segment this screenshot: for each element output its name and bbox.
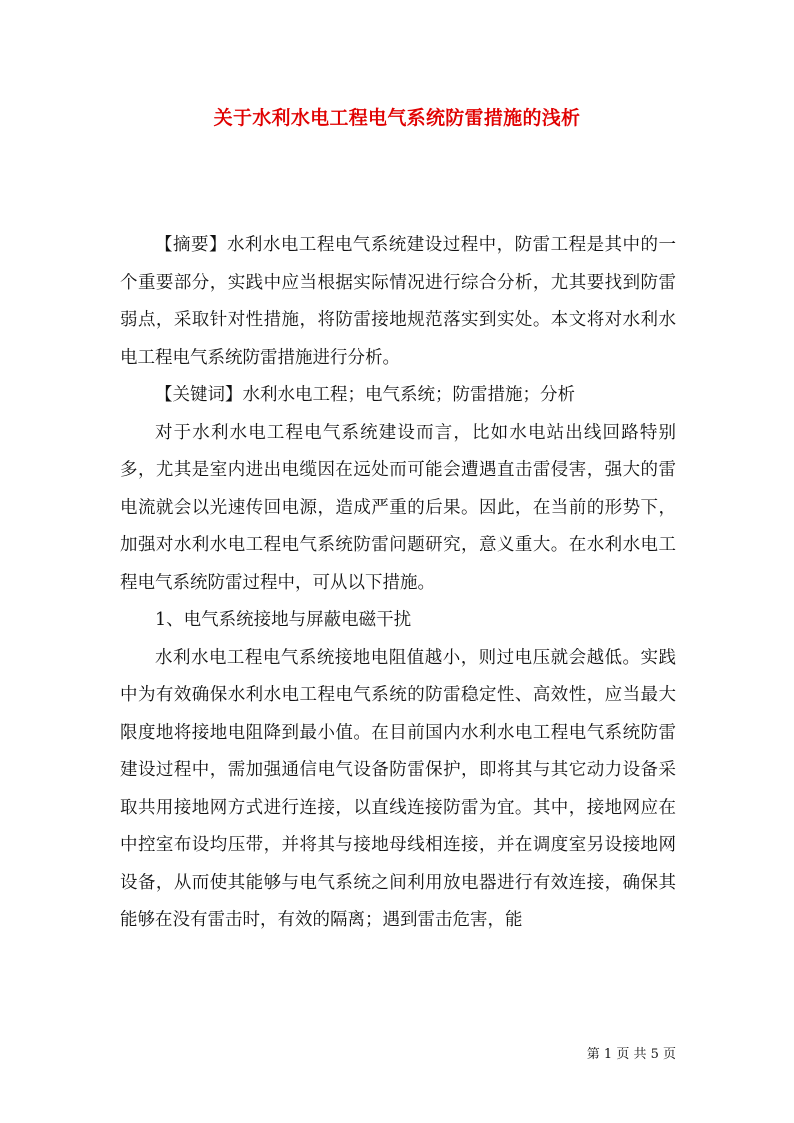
document-body [120, 227, 676, 940]
page-number-footer: 第 1 页 共 5 页 [586, 1047, 676, 1062]
section-heading: 1、电气系统接地与屏蔽电磁干扰 [155, 610, 412, 630]
body-paragraph: 水利水电工程电气系统接地电阻值越小，则过电压就会越低。实践中为有效确保水利水电工程电气系统的防雷稳定性、高效性，应当最大限度地将接地电阻降到最小值。在目前国内水利水电工程电气系统防雷建设过程中，需加强通信电气设备防雷保护，即将其与其它动力设备采取共用接地网方式进行连接，以直线连接防雷为宜。其中，接地网应在中控室布设均压带，并将其与接地母线相连接，并在调度室另设接地网设备，从而使其能够与电气系统之间利用放电器进行有效连接，确保其能够在没有雷击时，有效的隔离；遇到雷击危害，能 [120, 647, 676, 930]
keywords-label: 【关键词】 [155, 385, 243, 405]
abstract-paragraph [120, 227, 676, 377]
abstract-label: 【摘要】 [155, 235, 227, 255]
keywords-paragraph [120, 377, 676, 415]
intro-paragraph: 对于水利水电工程电气系统建设而言，比如水电站出线回路特别多，尤其是室内进出电缆因在远处而可能会遭遇直击雷侵害，强大的雷电流就会以光速传回电源，造成严重的后果。因此，在当前的形势下，加强对水利水电工程电气系统防雷问题研究，意义重大。在水利水电工程电气系统防雷过程中，可从以下措施。 [120, 422, 676, 593]
document-title: 关于水利水电工程电气系统防雷措施的浅析 [213, 107, 581, 129]
abstract-text: 水利水电工程电气系统建设过程中，防雷工程是其中的一个重要部分，实践中应当根据实际情况进行综合分析，尤其要找到防雷弱点，采取针对性措施，将防雷接地规范落实到实处。本文将对水利水电工程电气系统防雷措施进行分析。 [120, 235, 677, 368]
keywords-text: 水利水电工程；电气系统；防雷措施；分析 [242, 385, 575, 405]
